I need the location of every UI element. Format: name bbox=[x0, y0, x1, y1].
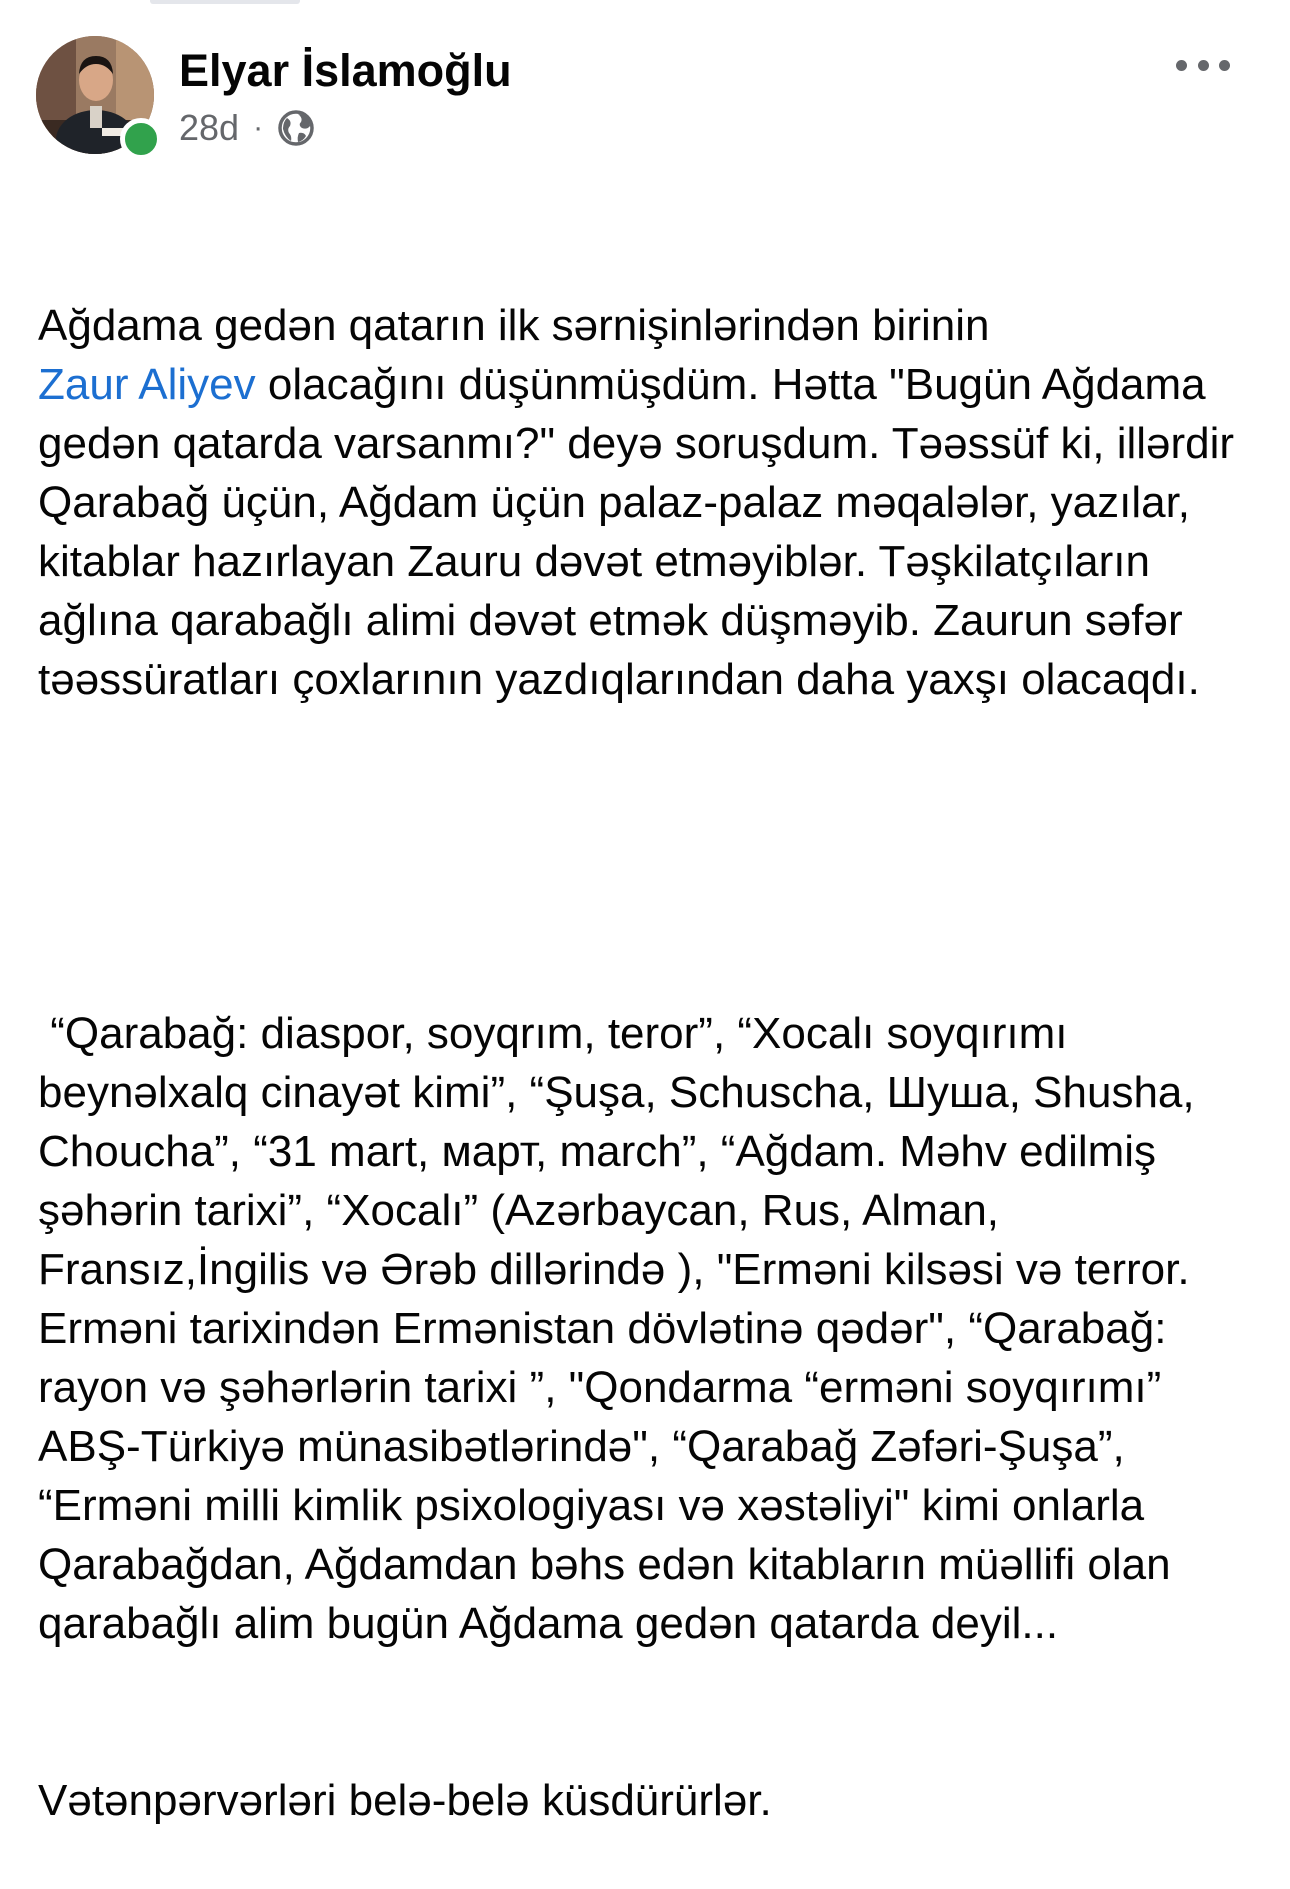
more-dot bbox=[1176, 60, 1187, 71]
mention-link[interactable]: Zaur Aliyev bbox=[38, 360, 256, 409]
globe-icon[interactable] bbox=[277, 109, 315, 147]
meta-separator: · bbox=[253, 111, 264, 144]
author-name[interactable]: Elyar İslamoğlu bbox=[179, 45, 512, 96]
online-status-dot bbox=[120, 118, 162, 160]
more-dot bbox=[1198, 60, 1209, 71]
post-paragraph-1 bbox=[38, 296, 1254, 709]
post-time[interactable]: 28d bbox=[179, 107, 240, 148]
post-header bbox=[36, 36, 1254, 156]
text-segment: olacağını düşünmüşdüm. Hətta "Bugün Ağdama gedən qatarda varsanmı?" deyə soruşdum. Təəssüf ki, illərdir Qarabağ üçün, Ağdam üçün palaz-palaz məqalələr, yazılar, kitablar hazırlayan Zauru dəvət etməyiblər. Təşkilatçıların ağlına qarabağlı alimi dəvət etmək düşməyib. Zaurun səfər təəssüratları çoxlarının yazdıqlarından daha yaxşı olacaqdı. bbox=[38, 360, 1247, 704]
post-paragraph-2: “Qarabağ: diaspor, soyqrım, teror”, “Xocalı soyqırımı beynəlxalq cinayət kimi”, “Şuşa, Schuscha, Шуша, Shusha, Choucha”, “31 mart, март, march”, “Ağdam. Məhv edilmiş şəhərin tarixi”, “Xocalı” (Azərbaycan, Rus, Alman, Fransız,İngilis və Ərəb dillərində ), "Erməni kilsəsi və terror. Erməni tarixindən Ermənistan dövlətinə qədər", “Qarabağ: rayon və şəhərlərin tarixi ”, "Qondarma “erməni soyqırımı” ABŞ-Türkiyə münasibətlərində", “Qarabağ Zəfəri-Şuşa”, “Erməni milli kimlik psixologiyası və xəstəliyi" kimi onlarla Qarabağdan, Ağdamdan bəhs edən kitabların müəllifi olan qarabağlı alim bugün Ağdama gedən qatarda deyil... bbox=[38, 1009, 1207, 1648]
post-meta bbox=[179, 108, 315, 148]
top-divider bbox=[150, 0, 300, 4]
more-horizontal-icon[interactable] bbox=[1176, 48, 1230, 82]
post-text bbox=[38, 178, 1254, 1889]
more-dot bbox=[1219, 60, 1230, 71]
post-paragraph-3: Vətənpərvərləri belə-belə küsdürürlər. bbox=[38, 1776, 772, 1825]
text-segment: Ağdama gedən qatarın ilk sərnişinlərindən birinin bbox=[38, 301, 990, 350]
paragraph-spacer bbox=[38, 827, 1254, 886]
